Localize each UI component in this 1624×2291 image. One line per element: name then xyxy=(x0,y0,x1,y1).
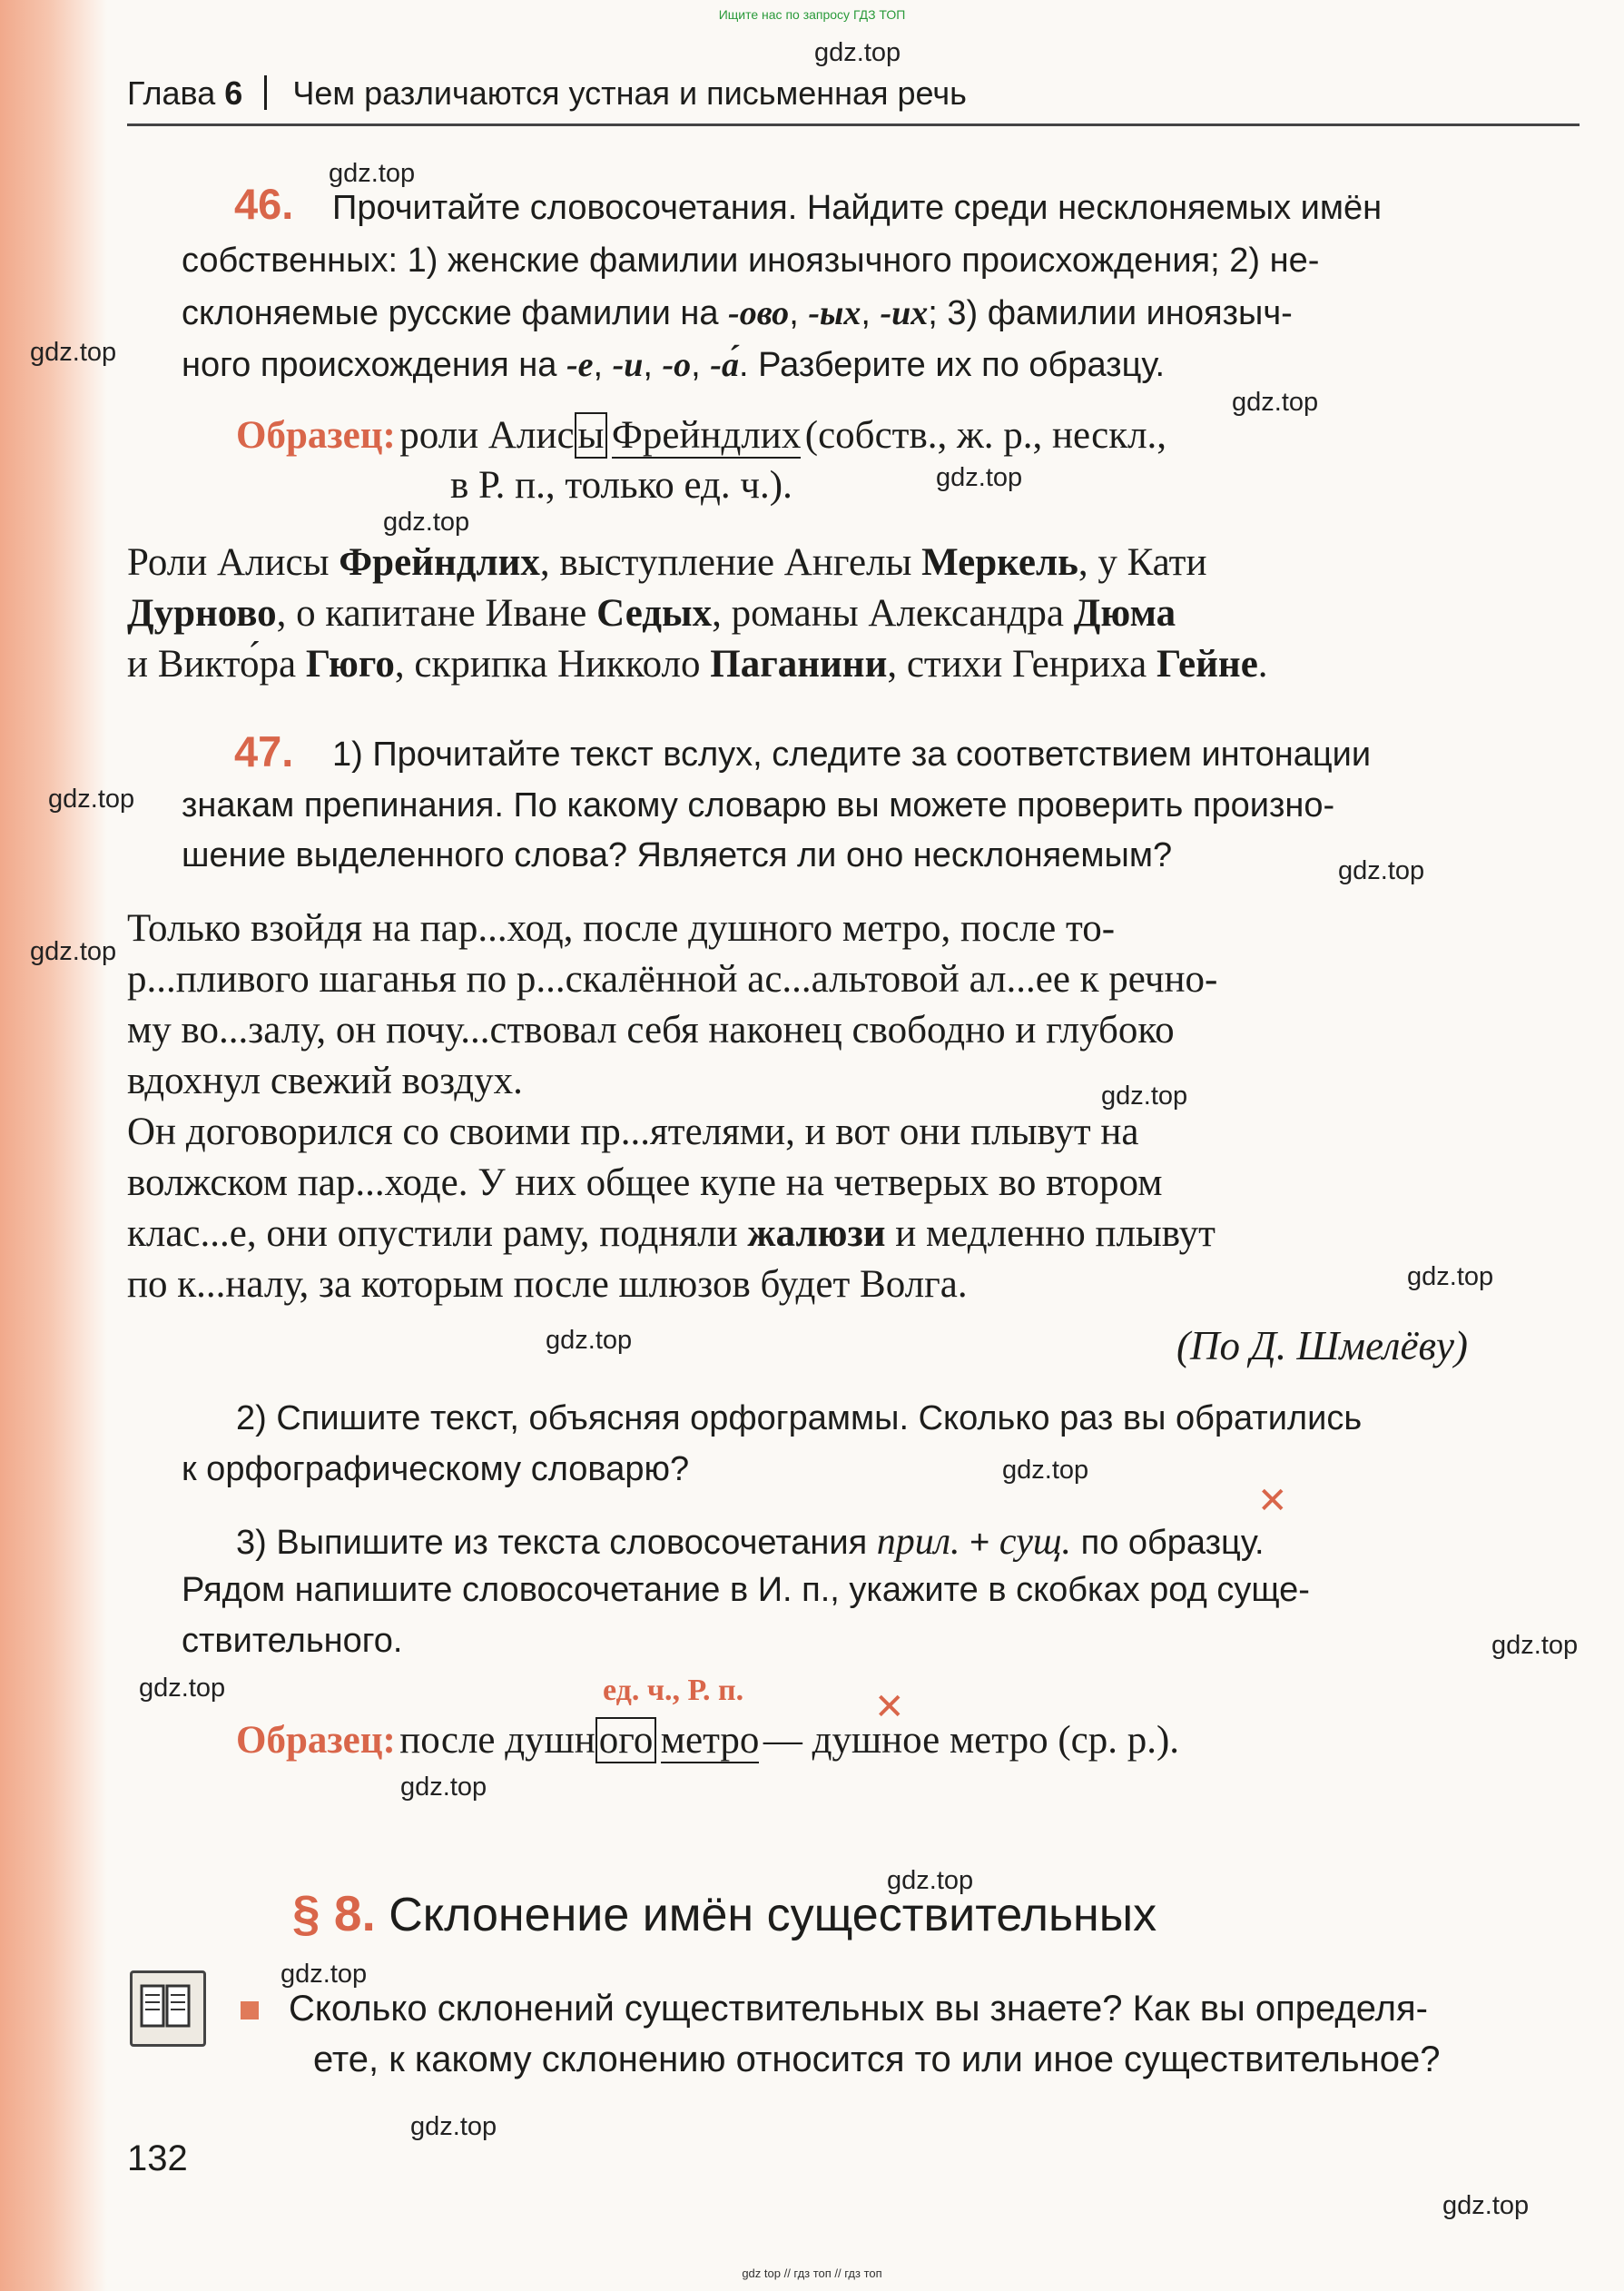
surname-merkel: Меркель xyxy=(921,541,1078,584)
section-question-line-2: ете, к какому склонению относится то или иное существительное? xyxy=(313,2039,1441,2079)
ex46-text-row-1 xyxy=(127,540,1206,585)
watermark: gdz.top xyxy=(400,1773,487,1802)
watermark: gdz.top xyxy=(30,338,117,367)
surname-geine: Гейне xyxy=(1156,643,1258,686)
watermark: gdz.top xyxy=(281,1960,368,1989)
watermark: gdz.top xyxy=(814,38,901,67)
ex47-sample-ending-box: ого xyxy=(595,1717,657,1763)
watermark: gdz.top xyxy=(30,937,117,966)
watermark: gdz.top xyxy=(1442,2191,1530,2220)
chapter-separator xyxy=(264,75,267,110)
top-banner: Ищите нас по запросу ГДЗ ТОП xyxy=(718,7,906,22)
ex46-sample-text-2: (собств., ж. р., нескл., xyxy=(804,414,1167,457)
ending-ykh: -ых xyxy=(808,294,861,332)
surname-paganini: Паганини xyxy=(710,643,888,686)
chapter-label: Глава xyxy=(127,74,216,112)
header-rule xyxy=(127,123,1580,126)
abbr-pril: прил. xyxy=(876,1521,960,1563)
ex47-text-line-4: вдохнул свежий воздух. xyxy=(127,1060,523,1102)
section-question-line-1: Сколько склонений существительных вы знаете? Как вы определя- xyxy=(289,1989,1428,2029)
ex46-t1b: , выступление Ангелы xyxy=(539,541,922,584)
ex46-line3-lead: склоняемые русские фамилии на xyxy=(182,294,729,332)
chapter-number: 6 xyxy=(224,74,243,112)
ex46-sample-name: Фрейндлих xyxy=(611,414,802,457)
ex47-task2-line-2: к орфографическому словарю? xyxy=(182,1450,690,1488)
ex46-text-line-1: Прочитайте словосочетания. Найдите среди несклоняемых имён xyxy=(332,189,1383,227)
surname-durnovo: Дурново xyxy=(127,592,277,635)
cross-mark-icon: ✕ xyxy=(874,1687,905,1727)
ex46-line3-tail: ; 3) фамилии иноязыч- xyxy=(928,294,1293,332)
ending-e: -е xyxy=(566,346,594,384)
ex46-line4-tail: . Разберите их по образцу. xyxy=(738,346,1166,384)
ex47-sample-text-1: после душн xyxy=(399,1719,595,1762)
ex46-t1c: , у Кати xyxy=(1078,541,1207,584)
ex46-t3a: и Викто́ра xyxy=(127,643,306,686)
ex46-text-line-2: собственных: 1) женские фамилии иноязычного происхождения; 2) не- xyxy=(182,242,1320,280)
watermark: gdz.top xyxy=(1338,856,1425,885)
ex47-sample-text-2: — душное метро (ср. р.). xyxy=(763,1719,1180,1762)
watermark: gdz.top xyxy=(1002,1456,1089,1485)
surname-freindlikh: Фрейндлих xyxy=(339,541,540,584)
ex47-number: 47. xyxy=(234,727,294,775)
watermark: gdz.top xyxy=(383,508,470,537)
ex46-text-line-4: ного происхождения на -е, -и, -о, -а́. Разберите их по образцу. xyxy=(182,346,1166,384)
watermark: gdz.top xyxy=(1407,1262,1494,1291)
section-title: Склонение имён существительных xyxy=(389,1889,1157,1941)
watermark: gdz.top xyxy=(329,159,416,188)
cross-mark-icon: ✕ xyxy=(1257,1481,1288,1521)
ex47-text-line-5: Он договорился со своими пр...ятелями, и вот они плывут на xyxy=(127,1111,1139,1153)
ex47-text-line-6: волжском пар...ходе. У них общее купе на четверых во втором xyxy=(127,1161,1163,1204)
ex47-sample-note: ед. ч., Р. п. xyxy=(603,1674,744,1707)
ex46-t1a: Роли Алисы xyxy=(127,541,340,584)
ex47-t3b: по образцу. xyxy=(1071,1524,1265,1562)
chapter-header xyxy=(127,74,967,113)
ex46-sample-label: Образец: xyxy=(236,414,396,457)
ex46-text-row-3 xyxy=(127,642,1268,686)
section-symbol: § 8. xyxy=(292,1885,376,1941)
ex46-sample-ending-box: ы xyxy=(575,412,608,459)
ex47-text-line-2: р...пливого шаганья по р...скалённой ас...альтовой ал...ее к речно- xyxy=(127,958,1218,1001)
watermark: gdz.top xyxy=(410,2112,497,2141)
watermark: gdz.top xyxy=(936,463,1023,492)
ex47-task2-line-1: 2) Спишите текст, объясняя орфограммы. Сколько раз вы обратились xyxy=(236,1399,1363,1437)
ex46-sample xyxy=(236,413,1166,458)
ex47-text-line-1: Только взойдя на пар...ход, после душного метро, после то- xyxy=(127,907,1116,950)
surname-dyuma: Дюма xyxy=(1073,592,1176,635)
ending-a: -а́ xyxy=(710,346,739,384)
ex47-text-line-3: му во...залу, он почу...ствовал себя наконец свободно и глубоко xyxy=(127,1009,1175,1052)
ex46-sample-line-2: в Р. п., только ед. ч.). xyxy=(450,464,792,507)
ex47-task-line-3: шение выделенного слова? Является ли оно несклоняемым? xyxy=(182,836,1173,874)
ex46-t3b: , скрипка Никколо xyxy=(394,643,711,686)
ex47-sample xyxy=(236,1718,1179,1763)
ex47-l7b: и медленно плывут xyxy=(885,1212,1216,1255)
watermark: gdz.top xyxy=(1491,1631,1579,1660)
ex46-number: 46. xyxy=(234,180,294,228)
ending-i: -и xyxy=(612,346,644,384)
ending-o: -о xyxy=(662,346,692,384)
ex47-text-line-7 xyxy=(127,1211,1216,1256)
book-icon-svg xyxy=(133,1973,198,2039)
ex46-t2a: , о капитане Иване xyxy=(276,592,597,635)
watermark: gdz.top xyxy=(48,785,135,814)
ex46-line4-lead: ного происхождения на xyxy=(182,346,566,384)
ex46-t3d: . xyxy=(1257,643,1268,686)
ex47-text-line-8: по к...налу, за которым после шлюзов будет Волга. xyxy=(127,1263,968,1306)
watermark: gdz.top xyxy=(1232,388,1319,417)
ex46-t3c: , стихи Генриха xyxy=(887,643,1156,686)
ex47-task3-line-3: ствительного. xyxy=(182,1622,403,1660)
watermark: gdz.top xyxy=(546,1326,633,1355)
book-icon xyxy=(130,1970,206,2047)
ex47-sample-label: Образец: xyxy=(236,1719,396,1762)
abbr-sush: сущ. xyxy=(999,1521,1072,1563)
watermark: gdz.top xyxy=(139,1674,226,1703)
ex47-task-line-2: знакам препинания. По какому словарю вы можете проверить произно- xyxy=(182,786,1335,825)
bullet-square-icon xyxy=(241,2001,259,2019)
ending-ikh: -их xyxy=(880,294,929,332)
ex47-task3-line-1 xyxy=(236,1520,1265,1564)
surname-sedykh: Седых xyxy=(596,592,713,635)
section-heading xyxy=(292,1884,1156,1942)
watermark: gdz.top xyxy=(887,1866,974,1895)
ending-ovo: -ово xyxy=(728,294,790,332)
ex47-task3-line-2: Рядом напишите словосочетание в И. п., укажите в скобках род суще- xyxy=(182,1571,1310,1609)
ex46-sample-text-1: роли Алис xyxy=(399,414,575,457)
highlighted-word-zhalyuzi: жалюзи xyxy=(747,1212,886,1255)
chapter-title: Чем различаются устная и письменная речь xyxy=(292,74,967,112)
ex46-text-row-2 xyxy=(127,591,1176,636)
watermark: gdz.top xyxy=(1101,1081,1188,1111)
ex46-text-line-3: склоняемые русские фамилии на -ово, -ых, -их; 3) фамилии иноязыч- xyxy=(182,294,1293,332)
ex47-t3a: 3) Выпишите из текста словосочетания xyxy=(236,1524,877,1562)
bottom-banner: gdz top // гдз топ // гдз топ xyxy=(742,2266,882,2280)
plus-sign: + xyxy=(960,1524,999,1562)
ex47-sample-noun: метро xyxy=(660,1719,760,1762)
ex46-t2b: , романы Александра xyxy=(712,592,1074,635)
ex47-task-line-1: 1) Прочитайте текст вслух, следите за соответствием интонации xyxy=(332,736,1372,774)
surname-gyugo: Гюго xyxy=(305,643,395,686)
page-number: 132 xyxy=(127,2138,188,2178)
ex47-source: (По Д. Шмелёву) xyxy=(1176,1323,1468,1368)
ex47-l7a: клас...е, они опустили раму, подняли xyxy=(127,1212,748,1255)
